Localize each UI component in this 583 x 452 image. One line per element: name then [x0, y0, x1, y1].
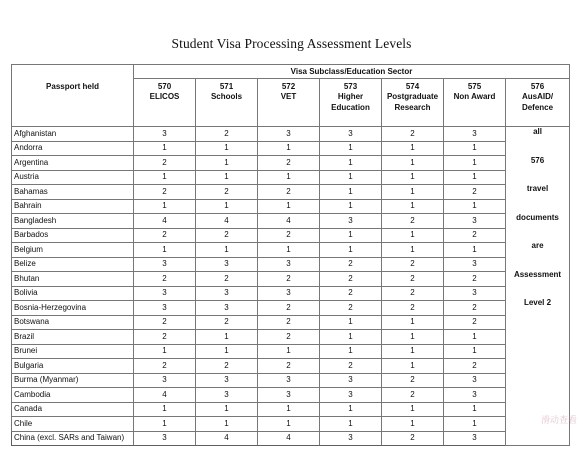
- level-cell: 3: [444, 388, 506, 403]
- column-label: Non Award: [453, 92, 496, 102]
- column-header-571: [196, 79, 258, 127]
- column-label: VET: [280, 92, 297, 102]
- level-cell: 2: [382, 373, 444, 388]
- level-cell: 1: [444, 402, 506, 417]
- level-cell: 1: [444, 199, 506, 214]
- level-cell: 2: [134, 315, 196, 330]
- table-row: [12, 388, 570, 403]
- level-cell: 1: [382, 170, 444, 185]
- table-row: [12, 199, 570, 214]
- level-cell: 1: [444, 243, 506, 258]
- column-code: 574: [405, 82, 420, 91]
- table-row: [12, 417, 570, 432]
- level-cell: 1: [134, 243, 196, 258]
- level-cell: 1: [382, 141, 444, 156]
- level-cell: 1: [382, 359, 444, 374]
- column-label: Schools: [210, 92, 243, 102]
- passport-header: Passport held: [12, 79, 134, 127]
- level-cell: 1: [134, 170, 196, 185]
- level-cell: 1: [134, 417, 196, 432]
- table-row: [12, 359, 570, 374]
- level-cell: 1: [320, 315, 382, 330]
- level-cell: 3: [320, 127, 382, 142]
- level-cell: 2: [444, 185, 506, 200]
- level-cell: 1: [382, 243, 444, 258]
- level-cell: 1: [444, 156, 506, 171]
- level-cell: 1: [382, 344, 444, 359]
- level-cell: 3: [444, 286, 506, 301]
- level-cell: 1: [320, 141, 382, 156]
- level-cell: 1: [258, 199, 320, 214]
- level-cell: 1: [196, 402, 258, 417]
- table-row: [12, 431, 570, 446]
- column-header-576: [506, 79, 570, 127]
- country-cell: Andorra: [12, 141, 134, 156]
- col576-word: documents: [516, 212, 559, 222]
- level-cell: 1: [320, 243, 382, 258]
- assessment-levels-table: [11, 64, 570, 446]
- country-cell: Chile: [12, 417, 134, 432]
- level-cell: 1: [196, 141, 258, 156]
- column-code: 576: [530, 82, 545, 91]
- column-label: Higher Education: [331, 92, 370, 112]
- col576-word: Level 2: [523, 298, 552, 307]
- level-cell: 2: [134, 359, 196, 374]
- level-cell: 2: [134, 228, 196, 243]
- column-code: 572: [281, 82, 296, 91]
- level-cell: 1: [382, 228, 444, 243]
- table-row: [12, 402, 570, 417]
- country-cell: Bolivia: [12, 286, 134, 301]
- table-row: [12, 330, 570, 345]
- country-cell: Canada: [12, 402, 134, 417]
- level-cell: 2: [320, 301, 382, 316]
- level-cell: 2: [258, 185, 320, 200]
- column-label: ELICOS: [149, 92, 180, 102]
- country-cell: Afghanistan: [12, 127, 134, 142]
- table-row: [12, 214, 570, 229]
- level-cell: 2: [258, 330, 320, 345]
- level-cell: 1: [382, 199, 444, 214]
- level-cell: 2: [258, 228, 320, 243]
- country-cell: Austria: [12, 170, 134, 185]
- level-cell: 1: [444, 141, 506, 156]
- table-row: [12, 344, 570, 359]
- country-cell: Barbados: [12, 228, 134, 243]
- level-cell: 3: [196, 286, 258, 301]
- level-cell: 1: [196, 243, 258, 258]
- level-cell: 3: [258, 373, 320, 388]
- level-cell: 3: [444, 127, 506, 142]
- level-cell: 4: [258, 214, 320, 229]
- level-cell: 3: [444, 431, 506, 446]
- group-header: Visa Subclass/Education Sector: [134, 65, 570, 79]
- level-cell: 2: [134, 330, 196, 345]
- column-code: 571: [219, 82, 234, 91]
- country-cell: China (excl. SARs and Taiwan): [12, 431, 134, 446]
- level-cell: 3: [320, 214, 382, 229]
- country-cell: Burma (Myanmar): [12, 373, 134, 388]
- level-cell: 2: [382, 286, 444, 301]
- level-cell: 3: [258, 286, 320, 301]
- level-cell: 2: [196, 127, 258, 142]
- level-cell: 2: [444, 315, 506, 330]
- col576-word: all: [533, 127, 542, 136]
- level-cell: 1: [444, 330, 506, 345]
- level-cell: 1: [320, 417, 382, 432]
- level-cell: 2: [320, 359, 382, 374]
- level-cell: 1: [320, 156, 382, 171]
- col576-word: 576: [530, 155, 545, 165]
- table-row: [12, 257, 570, 272]
- level-cell: 1: [134, 141, 196, 156]
- table-row: [12, 127, 570, 142]
- table-row: [12, 156, 570, 171]
- level-cell: 4: [134, 388, 196, 403]
- country-cell: Bulgaria: [12, 359, 134, 374]
- level-cell: 2: [382, 214, 444, 229]
- level-cell: 2: [444, 359, 506, 374]
- col576-word: are: [531, 241, 544, 250]
- level-cell: 1: [258, 170, 320, 185]
- level-cell: 2: [258, 315, 320, 330]
- level-cell: 4: [196, 214, 258, 229]
- column-code: 570: [157, 82, 172, 91]
- level-cell: 3: [320, 388, 382, 403]
- header-blank: [12, 65, 134, 79]
- column-code: 575: [467, 82, 482, 91]
- level-cell: 2: [444, 228, 506, 243]
- level-cell: 2: [382, 431, 444, 446]
- level-cell: 3: [444, 373, 506, 388]
- level-cell: 3: [134, 431, 196, 446]
- level-cell: 2: [320, 272, 382, 287]
- level-cell: 1: [196, 170, 258, 185]
- country-cell: Argentina: [12, 156, 134, 171]
- level-cell: 1: [382, 417, 444, 432]
- table-row: [12, 301, 570, 316]
- col576-word: Assessment: [513, 269, 562, 279]
- level-cell: 2: [382, 127, 444, 142]
- country-cell: Cambodia: [12, 388, 134, 403]
- column-header-574: [382, 79, 444, 127]
- country-cell: Belize: [12, 257, 134, 272]
- level-cell: 3: [134, 373, 196, 388]
- level-cell: 1: [320, 330, 382, 345]
- level-cell: 3: [444, 257, 506, 272]
- column-header-572: [258, 79, 320, 127]
- column-header-573: [320, 79, 382, 127]
- level-cell: 3: [196, 373, 258, 388]
- level-cell: 2: [382, 301, 444, 316]
- level-cell: 3: [134, 286, 196, 301]
- level-cell: 3: [134, 301, 196, 316]
- level-cell: 1: [134, 402, 196, 417]
- level-cell: 2: [444, 301, 506, 316]
- level-cell: 1: [320, 228, 382, 243]
- level-cell: 2: [382, 388, 444, 403]
- level-cell: 3: [320, 431, 382, 446]
- level-cell: 1: [196, 417, 258, 432]
- level-cell: 1: [196, 199, 258, 214]
- table-row: [12, 141, 570, 156]
- level-cell: 3: [134, 127, 196, 142]
- level-cell: 1: [134, 344, 196, 359]
- table-row: [12, 185, 570, 200]
- level-cell: 1: [382, 156, 444, 171]
- level-cell: 1: [258, 344, 320, 359]
- country-cell: Bahrain: [12, 199, 134, 214]
- level-cell: 1: [320, 402, 382, 417]
- country-cell: Bahamas: [12, 185, 134, 200]
- level-cell: 2: [258, 301, 320, 316]
- level-cell: 4: [258, 431, 320, 446]
- table-row: [12, 315, 570, 330]
- level-cell: 2: [382, 272, 444, 287]
- level-cell: 3: [258, 388, 320, 403]
- table-row: [12, 286, 570, 301]
- level-cell: 1: [444, 344, 506, 359]
- level-cell: 2: [444, 272, 506, 287]
- level-cell: 2: [196, 315, 258, 330]
- level-cell: 2: [196, 272, 258, 287]
- column-label: Postgraduate Research: [386, 92, 439, 112]
- watermark: 滑动查看: [540, 415, 577, 425]
- level-cell: 1: [382, 330, 444, 345]
- country-cell: Brunei: [12, 344, 134, 359]
- level-cell: 3: [196, 388, 258, 403]
- level-cell: 3: [258, 257, 320, 272]
- level-cell: 1: [196, 156, 258, 171]
- level-cell: 1: [320, 344, 382, 359]
- level-cell: 1: [382, 402, 444, 417]
- level-cell: 1: [258, 141, 320, 156]
- country-cell: Belgium: [12, 243, 134, 258]
- level-cell: 4: [134, 214, 196, 229]
- col576-word: travel: [526, 184, 549, 193]
- level-cell: 2: [196, 185, 258, 200]
- level-cell: 2: [134, 185, 196, 200]
- level-cell: 1: [382, 315, 444, 330]
- level-cell: 2: [320, 257, 382, 272]
- table-row: [12, 272, 570, 287]
- table-row: [12, 170, 570, 185]
- level-cell: 1: [382, 185, 444, 200]
- table-row: [12, 243, 570, 258]
- table-row: [12, 228, 570, 243]
- level-cell: 3: [320, 373, 382, 388]
- country-cell: Bosnia-Herzegovina: [12, 301, 134, 316]
- level-cell: 2: [258, 359, 320, 374]
- country-cell: Botswana: [12, 315, 134, 330]
- level-cell: 1: [320, 170, 382, 185]
- column-header-575: [444, 79, 506, 127]
- level-cell: 1: [320, 199, 382, 214]
- level-cell: 2: [258, 156, 320, 171]
- level-cell: 2: [258, 272, 320, 287]
- col576-note: [506, 127, 570, 446]
- column-header-570: [134, 79, 196, 127]
- level-cell: 1: [258, 243, 320, 258]
- country-cell: Bhutan: [12, 272, 134, 287]
- level-cell: 2: [134, 272, 196, 287]
- column-code: 573: [343, 82, 358, 91]
- level-cell: 3: [196, 257, 258, 272]
- level-cell: 1: [134, 199, 196, 214]
- level-cell: 2: [196, 359, 258, 374]
- level-cell: 3: [134, 257, 196, 272]
- level-cell: 2: [320, 286, 382, 301]
- level-cell: 2: [134, 156, 196, 171]
- level-cell: 2: [196, 228, 258, 243]
- country-cell: Bangladesh: [12, 214, 134, 229]
- page-title: Student Visa Processing Assessment Levels: [171, 36, 412, 51]
- level-cell: 1: [258, 402, 320, 417]
- country-cell: Brazil: [12, 330, 134, 345]
- level-cell: 1: [258, 417, 320, 432]
- level-cell: 3: [258, 127, 320, 142]
- level-cell: 1: [444, 417, 506, 432]
- level-cell: 3: [444, 214, 506, 229]
- level-cell: 1: [320, 185, 382, 200]
- level-cell: 4: [196, 431, 258, 446]
- level-cell: 2: [382, 257, 444, 272]
- level-cell: 3: [196, 301, 258, 316]
- column-label: AusAID/ Defence: [521, 92, 554, 112]
- level-cell: 1: [444, 170, 506, 185]
- table-row: [12, 373, 570, 388]
- level-cell: 1: [196, 330, 258, 345]
- level-cell: 1: [196, 344, 258, 359]
